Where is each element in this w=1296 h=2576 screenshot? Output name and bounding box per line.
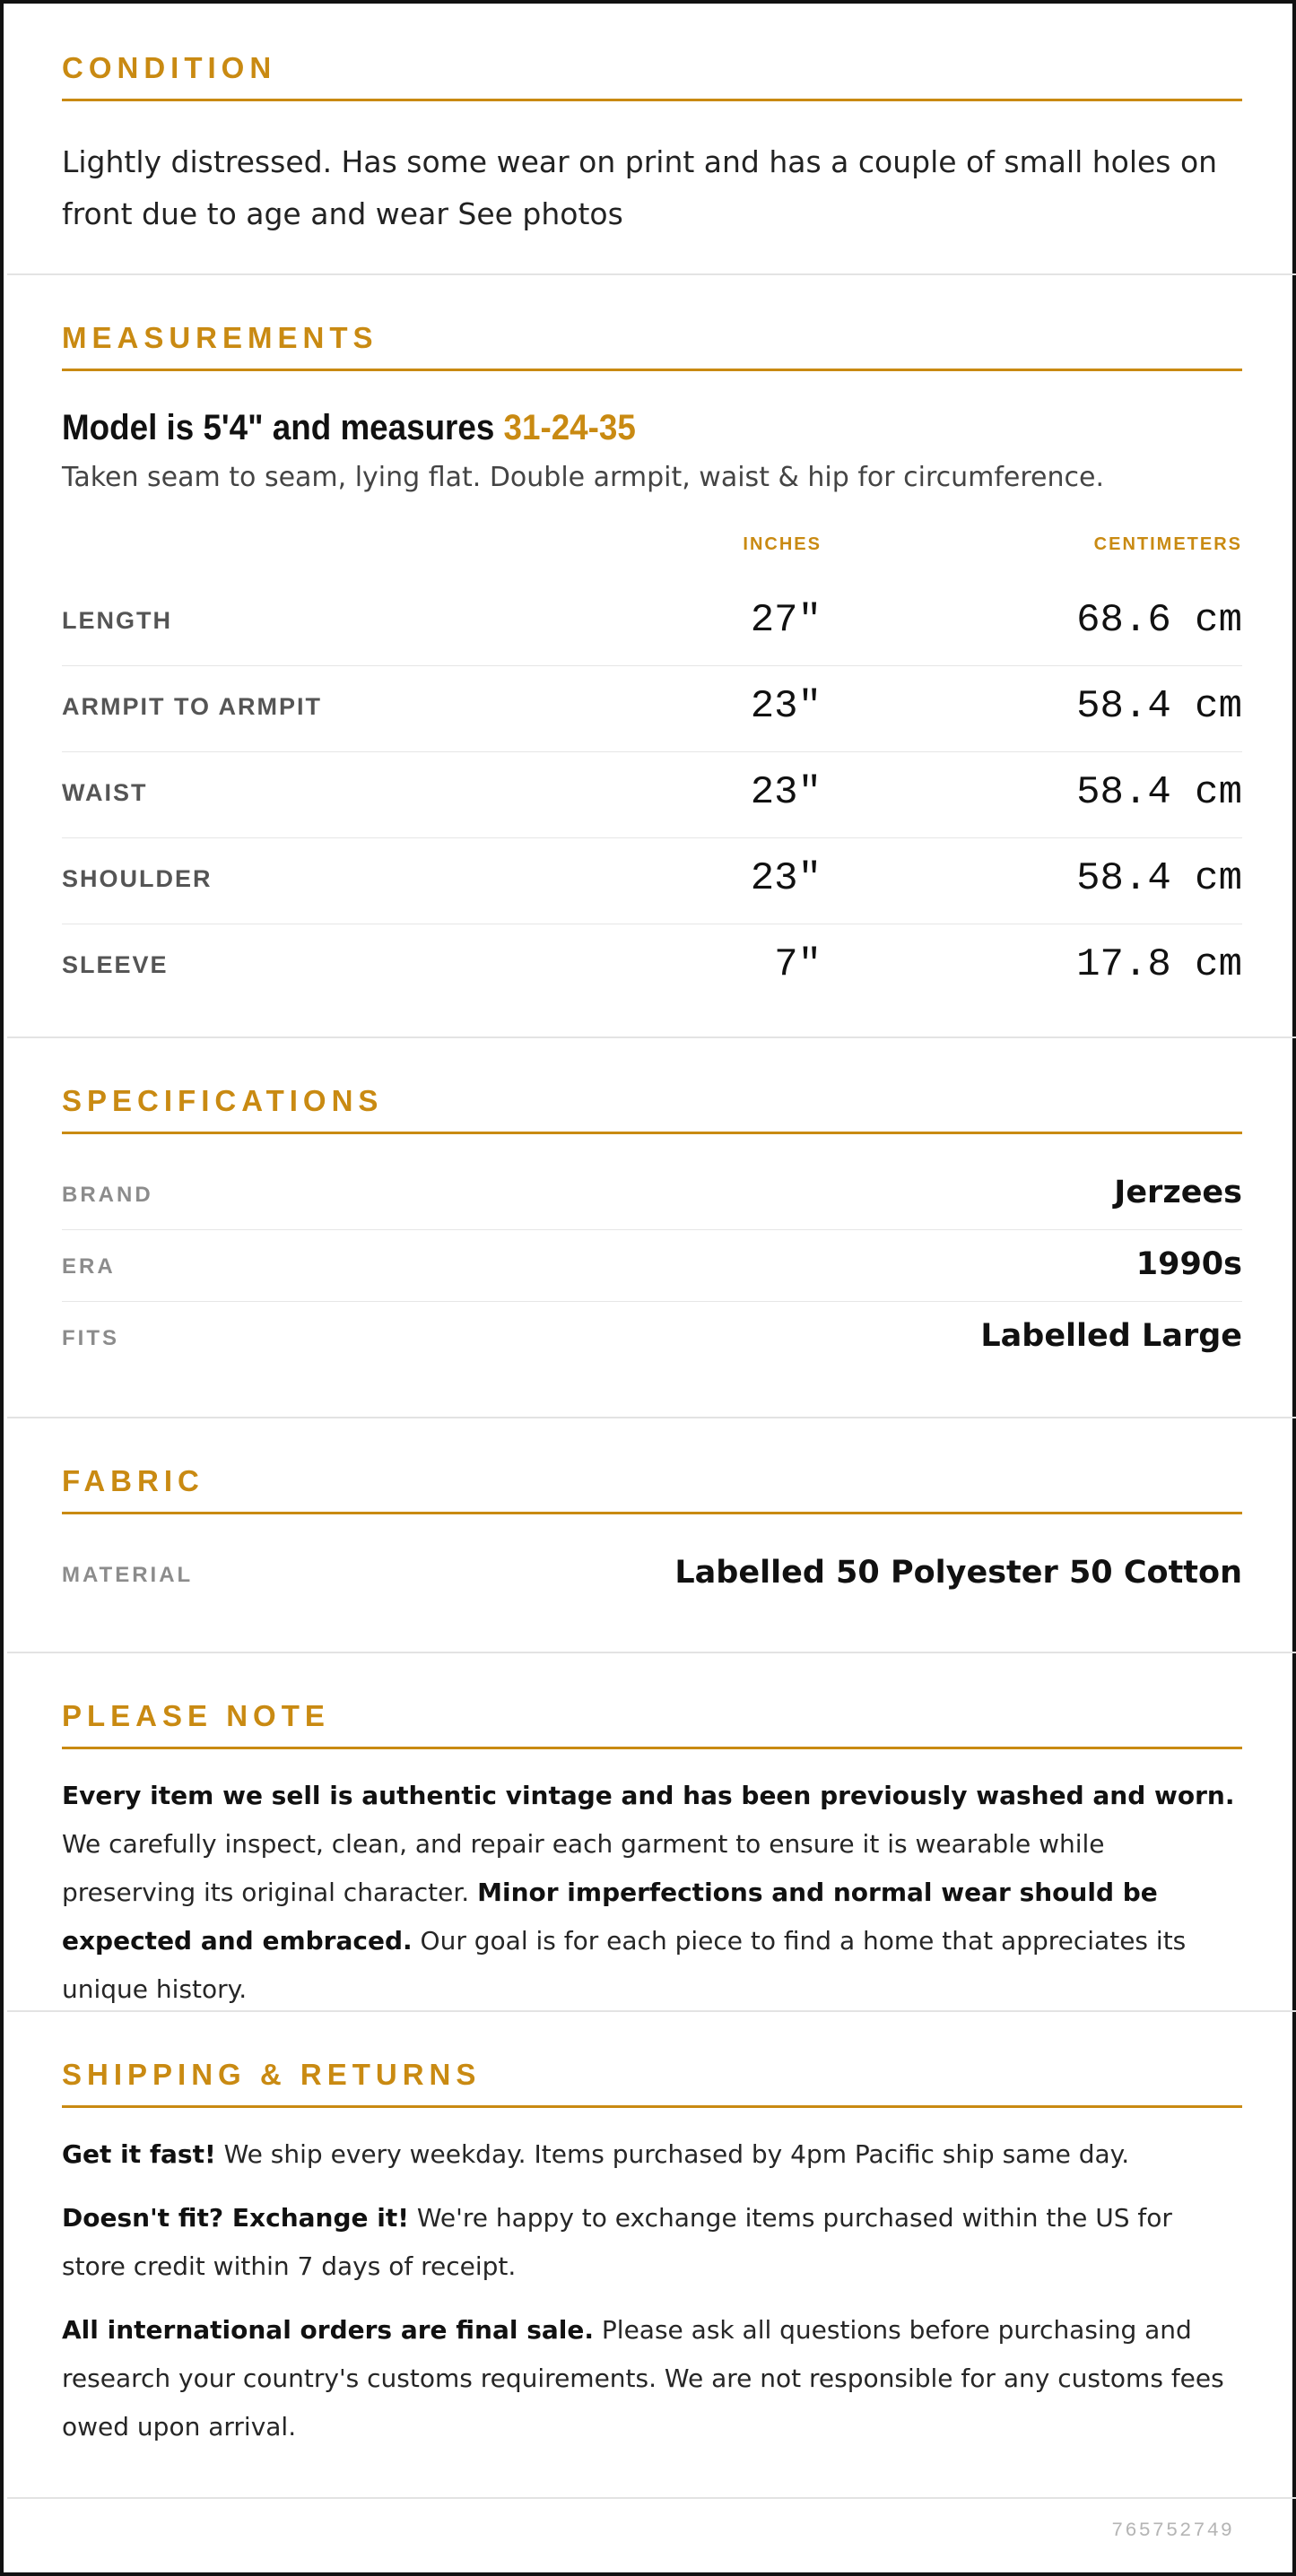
please-note-bold-2: Minor imperfections and normal wear should be expected and embraced. <box>62 1878 1158 1956</box>
spec-label: FITS <box>62 1326 119 1350</box>
measurement-row-length <box>62 580 1242 666</box>
please-note-text <box>62 1772 1242 2014</box>
shipping-bold-1: Get it fast! <box>62 2139 216 2169</box>
measurement-inches: 23" <box>750 770 822 815</box>
fabric-value: Labelled 50 Polyester 50 Cotton <box>674 1555 1242 1591</box>
shipping-text-1: We ship every weekday. Items purchased by 4pm Pacific ship same day. <box>215 2139 1130 2169</box>
spec-label: ERA <box>62 1254 116 1279</box>
fabric-section <box>7 1418 1296 1653</box>
measurement-cm: 58.4 cm <box>1076 684 1242 729</box>
fabric-heading: FABRIC <box>62 1463 1242 1514</box>
spec-label: BRAND <box>62 1183 153 1207</box>
specifications-section <box>7 1038 1296 1418</box>
shipping-section <box>7 2012 1296 2499</box>
spec-value: Labelled Large <box>980 1318 1242 1354</box>
shipping-heading: SHIPPING & RETURNS <box>62 2057 1242 2108</box>
please-note-section <box>7 1653 1296 2012</box>
please-note-bold-1: Every item we sell is authentic vintage and has been previously washed and worn. <box>62 1781 1235 1810</box>
shipping-bold-3: All international orders are final sale. <box>62 2315 595 2345</box>
shipping-paragraph-3 <box>62 2306 1242 2451</box>
measurement-cm: 58.4 cm <box>1076 770 1242 815</box>
measurement-cm: 68.6 cm <box>1076 598 1242 643</box>
model-info-text: Model is 5'4" and measures <box>62 408 504 447</box>
measurement-label: SLEEVE <box>62 951 169 978</box>
spec-row-era <box>62 1230 1242 1302</box>
measurement-note: Taken seam to seam, lying flat. Double armpit, waist & hip for circumference. <box>62 462 1105 493</box>
column-header-centimeters: CENTIMETERS <box>1093 534 1242 554</box>
measurement-row-sleeve <box>62 924 1242 1010</box>
measurement-label: WAIST <box>62 779 148 806</box>
measurement-inches: 7" <box>774 942 822 987</box>
fabric-label: MATERIAL <box>62 1563 194 1587</box>
measurement-inches: 27" <box>750 598 822 643</box>
measurement-label: SHOULDER <box>62 865 213 892</box>
spec-value: 1990s <box>1135 1246 1242 1282</box>
shipping-text-2: We're happy to exchange items purchased within the US for store credit within 7 days of receipt. <box>62 2203 1172 2281</box>
measurement-label: LENGTH <box>62 607 172 634</box>
specifications-heading: SPECIFICATIONS <box>62 1083 1242 1134</box>
measurement-inches: 23" <box>750 684 822 729</box>
shipping-paragraph-1 <box>62 2130 1242 2179</box>
condition-text: Lightly distressed. Has some wear on print and has a couple of small holes on front due to age and wear See photos <box>62 144 1218 231</box>
condition-heading: CONDITION <box>62 50 1242 101</box>
item-id: 765752749 <box>1111 2520 1234 2542</box>
measurement-label: ARMPIT TO ARMPIT <box>62 693 322 720</box>
measurement-cm: 17.8 cm <box>1076 942 1242 987</box>
fabric-row-material <box>62 1539 1242 1610</box>
model-info <box>62 408 636 448</box>
measurement-row-armpit <box>62 666 1242 752</box>
column-header-inches: INCHES <box>743 534 822 554</box>
measurement-cm: 58.4 cm <box>1076 856 1242 901</box>
spec-row-brand <box>62 1158 1242 1230</box>
condition-section <box>7 4 1296 275</box>
spec-value: Jerzees <box>1114 1175 1242 1210</box>
spec-row-fits <box>62 1302 1242 1374</box>
please-note-text-1: We carefully inspect, clean, and repair each garment to ensure it is wearable while preserving its original character. <box>62 1829 1105 1907</box>
measurement-row-waist <box>62 752 1242 838</box>
measurement-inches: 23" <box>750 856 822 901</box>
shipping-paragraph-2 <box>62 2194 1242 2291</box>
please-note-heading: PLEASE NOTE <box>62 1698 1242 1749</box>
measurement-row-shoulder <box>62 838 1242 924</box>
shipping-text-3: Please ask all questions before purchasing and research your country's customs requirements. We are not responsible for any customs fees owed upon arrival. <box>62 2315 1224 2442</box>
please-note-text-2: Our goal is for each piece to find a home that appreciates its unique history. <box>62 1926 1187 2004</box>
model-measures: 31-24-35 <box>503 408 636 447</box>
measurements-section <box>7 275 1296 1038</box>
shipping-bold-2: Doesn't fit? Exchange it! <box>62 2203 409 2233</box>
measurements-heading: MEASUREMENTS <box>62 320 1242 371</box>
